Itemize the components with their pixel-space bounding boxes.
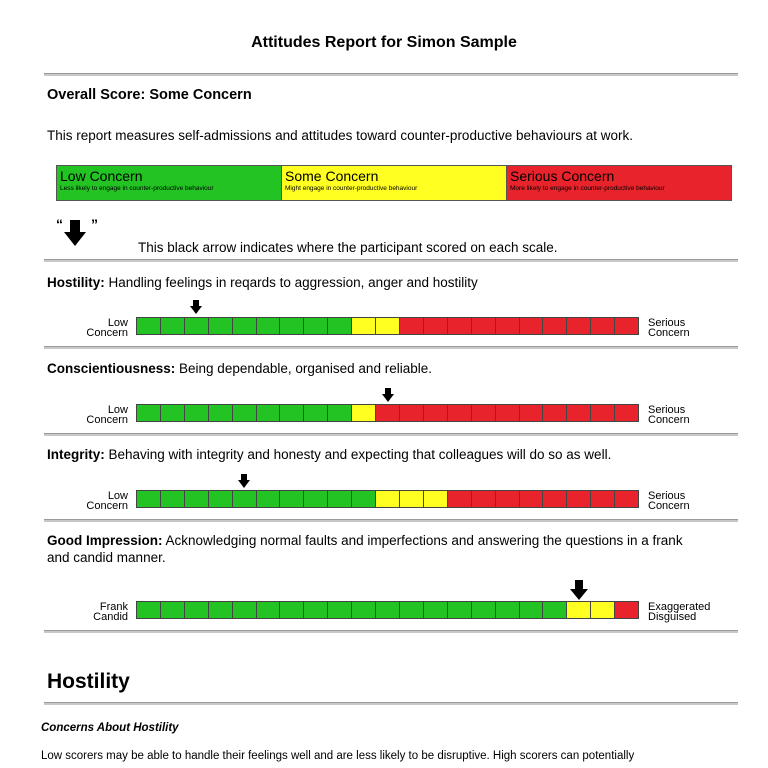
scale-segment-yellow xyxy=(400,491,424,507)
scale-right-label-line2: Concern xyxy=(648,414,690,426)
scale-segment-red xyxy=(448,491,472,507)
scale-segment-green xyxy=(304,602,328,618)
scale-segment-red xyxy=(424,318,448,334)
scale-segment-red xyxy=(496,318,520,334)
scale-segment-red xyxy=(591,405,615,421)
scale-segment-yellow xyxy=(352,318,376,334)
scale-segment-green xyxy=(400,602,424,618)
scale-segment-green xyxy=(185,405,209,421)
scale-segment-green xyxy=(280,405,304,421)
scale-segment-red xyxy=(543,491,567,507)
scale-segment-red xyxy=(520,405,544,421)
scale-segment-yellow xyxy=(424,491,448,507)
scale-segment-green xyxy=(304,491,328,507)
scale-segment-green xyxy=(257,491,281,507)
scale-segment-green xyxy=(233,602,257,618)
scale-left-label-line2: Candid xyxy=(93,611,128,623)
scale-right-label xyxy=(648,491,690,511)
scale-segment-yellow xyxy=(376,318,400,334)
scale-left-label xyxy=(48,405,128,425)
scale-segment-red xyxy=(591,318,615,334)
scale-segment-green xyxy=(376,602,400,618)
scale-conscientiousness-heading xyxy=(47,360,707,377)
scale-bar xyxy=(136,404,639,422)
scale-name: Conscientiousness: xyxy=(47,361,176,376)
scale-left-label xyxy=(48,318,128,338)
scale-segment-red xyxy=(615,318,638,334)
scale-segment-green xyxy=(233,405,257,421)
scale-segment-red xyxy=(472,405,496,421)
scale-left-label-line2: Concern xyxy=(86,500,128,512)
legend-subtitle: Less likely to engage in counter-productive behaviour xyxy=(60,185,214,192)
legend-title: Some Concern xyxy=(285,168,379,184)
scale-segment-red xyxy=(567,405,591,421)
report-intro: This report measures self-admissions and attitudes toward counter-productive behaviours at work. xyxy=(47,128,634,143)
scale-bar xyxy=(136,490,639,508)
section-paragraph: Low scorers may be able to handle their feelings well and are less likely to be disruptive. High scorers can potentially xyxy=(41,750,635,762)
scale-segment-yellow xyxy=(567,602,591,618)
legend-title: Serious Concern xyxy=(510,168,615,184)
section-subheading: Concerns About Hostility xyxy=(41,722,179,734)
scale-right-label-line1: Exaggerated xyxy=(648,601,711,613)
scale-segment-green xyxy=(257,602,281,618)
scale-right-label xyxy=(648,602,710,622)
open-quote: “ xyxy=(56,216,63,232)
scale-integrity-heading xyxy=(47,446,707,463)
scale-left-label xyxy=(48,602,128,622)
score-arrow-icon xyxy=(570,580,588,600)
arrow-explanation: This black arrow indicates where the participant scored on each scale. xyxy=(138,240,558,255)
scale-segment-yellow xyxy=(591,602,615,618)
scale-segment-green xyxy=(304,318,328,334)
scale-segment-red xyxy=(496,491,520,507)
divider xyxy=(44,259,738,262)
scale-left-label-line1: Low xyxy=(107,490,128,502)
scale-name: Good Impression: xyxy=(47,533,163,548)
scale-left-label xyxy=(48,491,128,511)
scale-description: Being dependable, organised and reliable. xyxy=(175,361,432,376)
scale-segment-red xyxy=(520,318,544,334)
scale-description: Acknowledging normal faults and imperfections and answering the questions in a frank and candid manner. xyxy=(47,533,683,565)
report-title: Attitudes Report for Simon Sample xyxy=(251,34,517,51)
scale-right-label-line2: Concern xyxy=(648,327,690,339)
scale-right-label-line1: Serious xyxy=(648,317,686,329)
overall-score: Overall Score: Some Concern xyxy=(47,87,252,103)
scale-segment-green xyxy=(233,318,257,334)
scale-segment-green xyxy=(209,318,233,334)
scale-segment-green xyxy=(209,602,233,618)
legend-low-concern xyxy=(57,166,282,200)
scale-segment-red xyxy=(591,491,615,507)
legend-title: Low Concern xyxy=(60,168,143,184)
divider xyxy=(44,630,738,633)
scale-segment-green xyxy=(448,602,472,618)
scale-segment-green xyxy=(328,491,352,507)
scale-segment-red xyxy=(543,405,567,421)
scale-segment-green xyxy=(161,602,185,618)
scale-segment-green xyxy=(280,602,304,618)
scale-segment-green xyxy=(185,491,209,507)
scale-left-label-line2: Concern xyxy=(86,327,128,339)
concern-legend xyxy=(56,165,732,201)
scale-left-label-line1: Low xyxy=(107,317,128,329)
scale-bar xyxy=(136,601,639,619)
section-title: Hostility xyxy=(47,670,130,693)
divider xyxy=(44,433,738,436)
scale-segment-red xyxy=(448,318,472,334)
scale-segment-green xyxy=(209,491,233,507)
divider xyxy=(44,73,738,76)
scale-description: Handling feelings in reqards to aggression, anger and hostility xyxy=(104,275,478,290)
scale-segment-green xyxy=(496,602,520,618)
score-arrow-icon xyxy=(238,474,250,488)
legend-some-concern xyxy=(282,166,507,200)
scale-segment-yellow xyxy=(376,491,400,507)
scale-segment-green xyxy=(137,318,161,334)
scale-segment-green xyxy=(472,602,496,618)
scale-right-label xyxy=(648,318,690,338)
scale-left-label-line2: Concern xyxy=(86,414,128,426)
scale-segment-green xyxy=(280,318,304,334)
scale-segment-red xyxy=(496,405,520,421)
scale-segment-red xyxy=(376,405,400,421)
legend-subtitle: More likely to engage in counter-productive behaviour xyxy=(510,185,665,192)
scale-segment-green xyxy=(161,405,185,421)
scale-segment-green xyxy=(328,602,352,618)
scale-segment-red xyxy=(424,405,448,421)
scale-segment-red xyxy=(472,491,496,507)
scale-segment-red xyxy=(400,318,424,334)
scale-segment-green xyxy=(543,602,567,618)
scale-right-label-line2: Concern xyxy=(648,500,690,512)
scale-segment-green xyxy=(185,602,209,618)
scale-segment-green xyxy=(424,602,448,618)
scale-good-impression-heading xyxy=(47,532,707,566)
scale-segment-red xyxy=(615,491,638,507)
divider xyxy=(44,702,738,705)
legend-serious-concern xyxy=(507,166,731,200)
scale-segment-green xyxy=(520,602,544,618)
scale-segment-green xyxy=(137,602,161,618)
legend-subtitle: Might engage in counter-productive behaviour xyxy=(285,185,418,192)
scale-hostility-heading xyxy=(47,274,707,291)
scale-segment-green xyxy=(328,405,352,421)
divider xyxy=(44,346,738,349)
scale-segment-red xyxy=(448,405,472,421)
scale-segment-green xyxy=(185,318,209,334)
scale-segment-red xyxy=(472,318,496,334)
scale-right-label-line2: Disguised xyxy=(648,611,697,623)
scale-segment-green xyxy=(257,318,281,334)
score-arrow-icon xyxy=(382,388,394,402)
scale-segment-red xyxy=(567,491,591,507)
scale-right-label xyxy=(648,405,690,425)
scale-segment-red xyxy=(567,318,591,334)
scale-segment-green xyxy=(257,405,281,421)
scale-segment-green xyxy=(352,602,376,618)
scale-left-label-line1: Frank xyxy=(99,601,128,613)
scale-segment-red xyxy=(520,491,544,507)
scale-right-label-line1: Serious xyxy=(648,404,686,416)
scale-segment-red xyxy=(400,405,424,421)
scale-segment-green xyxy=(280,491,304,507)
scale-segment-green xyxy=(137,491,161,507)
scale-segment-green xyxy=(233,491,257,507)
scale-bar xyxy=(136,317,639,335)
scale-name: Hostility: xyxy=(47,275,105,290)
scale-segment-red xyxy=(615,602,638,618)
scale-segment-green xyxy=(137,405,161,421)
scale-segment-red xyxy=(615,405,638,421)
scale-segment-green xyxy=(161,491,185,507)
scale-name: Integrity: xyxy=(47,447,105,462)
scale-segment-red xyxy=(543,318,567,334)
scale-segment-green xyxy=(304,405,328,421)
scale-segment-green xyxy=(352,491,376,507)
divider xyxy=(44,519,738,522)
scale-segment-green xyxy=(161,318,185,334)
scale-segment-green xyxy=(328,318,352,334)
scale-description: Behaving with integrity and honesty and expecting that colleagues will do so as well. xyxy=(104,447,612,462)
close-quote: ” xyxy=(91,216,98,232)
scale-segment-green xyxy=(209,405,233,421)
scale-right-label-line1: Serious xyxy=(648,490,686,502)
scale-segment-yellow xyxy=(352,405,376,421)
score-arrow-icon xyxy=(190,300,202,314)
scale-left-label-line1: Low xyxy=(107,404,128,416)
down-arrow-icon xyxy=(64,220,86,246)
